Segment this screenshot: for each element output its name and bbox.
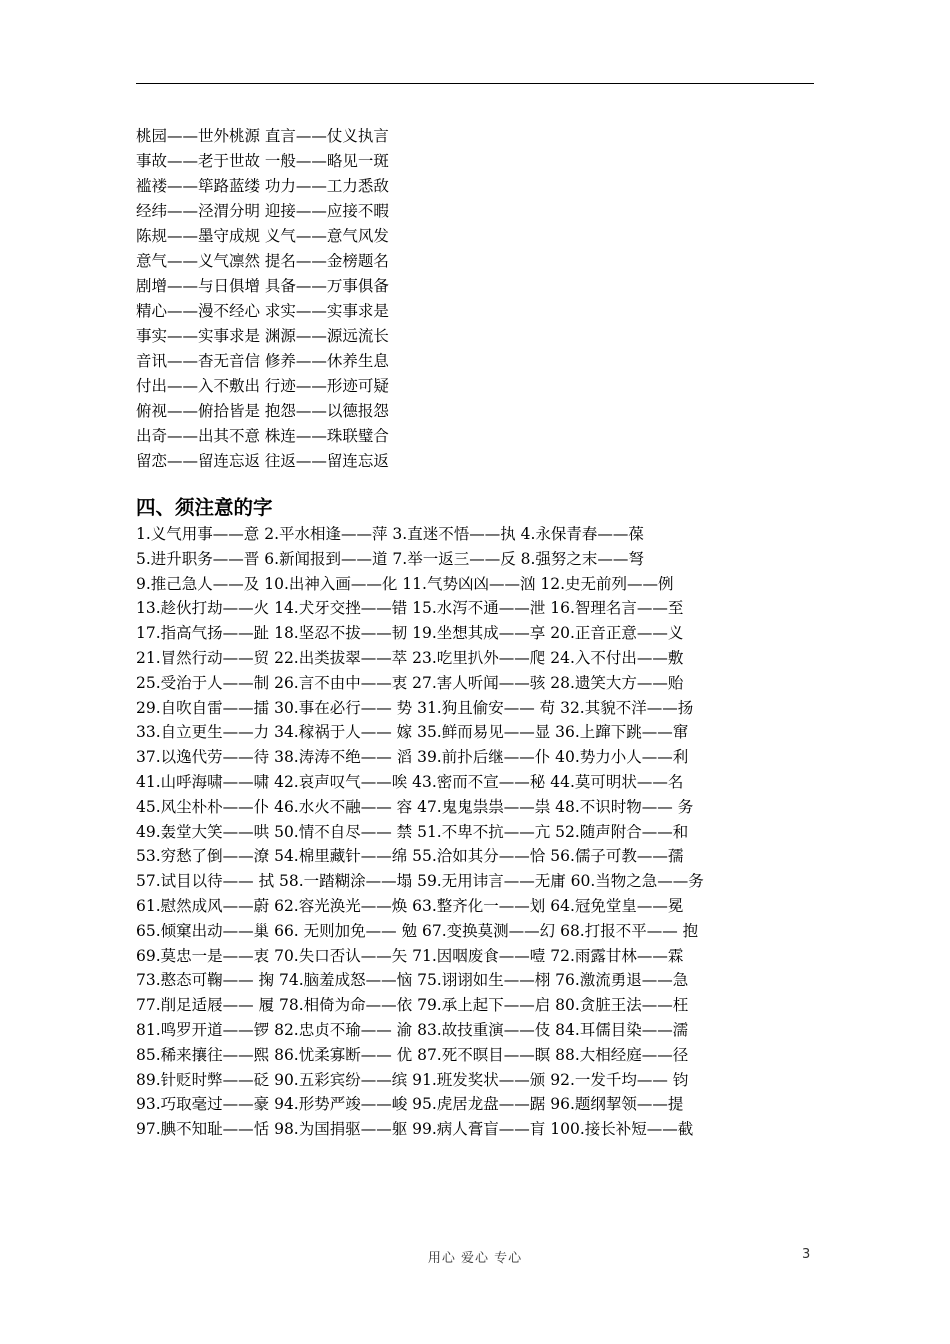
word-pair-line: 事故——老于世故 一般——略见一斑 xyxy=(136,152,389,170)
page-number: 3 xyxy=(802,1247,811,1262)
character-correction-line: 1.义气用事——意 2.平水相逢——萍 3.直迷不悟——执 4.永保青春——葆 xyxy=(136,525,644,543)
character-correction-line: 69.莫忠一是——衷 70.失口否认——矢 71.因咽废食——噎 72.雨露甘林——霖 xyxy=(136,946,684,965)
word-pair-line: 意气——义气凛然 提名——金榜题名 xyxy=(136,252,389,270)
footer-motto: 用心 爱心 专心 xyxy=(427,1251,523,1266)
section-heading: 四、须注意的字 xyxy=(136,496,273,519)
character-correction-line: 49.轰堂大笑——哄 50.情不自尽—— 禁 51.不卑不抗——亢 52.随声附合——和 xyxy=(136,822,689,841)
word-pair-line: 陈规——墨守成规 义气——意气风发 xyxy=(136,227,389,245)
word-pair-line: 桃园——世外桃源 直言——仗义执言 xyxy=(136,127,389,145)
character-correction-line: 53.穷愁了倒——潦 54.棉里藏针——绵 55.洽如其分——恰 56.儒子可教——孺 xyxy=(136,847,684,866)
word-pair-line: 付出——入不敷出 行迹——形迹可疑 xyxy=(136,377,389,395)
word-pair-line: 剧增——与日俱增 具备——万事俱备 xyxy=(136,277,389,295)
word-pair-line: 事实——实事求是 渊源——源远流长 xyxy=(136,327,389,345)
character-correction-line: 45.风尘朴朴——仆 46.水火不融—— 容 47.鬼鬼祟祟——祟 48.不识时物—— 务 xyxy=(136,797,694,816)
word-pair-line: 褴褛——筚路蓝缕 功力——工力悉敌 xyxy=(136,177,389,195)
header-rule xyxy=(136,83,814,84)
character-correction-line: 61.慰然成风——蔚 62.容光涣光——焕 63.整齐化一——划 64.冠免堂皇——冕 xyxy=(136,896,684,915)
character-correction-line: 77.削足适屐—— 履 78.相倚为命——依 79.承上起下——启 80.贪脏王法——枉 xyxy=(136,996,689,1015)
character-correction-line: 33.自立更生——力 34.稼祸于人—— 嫁 35.鲜而易见——显 36.上蹿下跳——窜 xyxy=(136,723,689,742)
character-correction-line: 9.推己急人——及 10.出神入画——化 11.气势凶凶——汹 12.史无前列——例 xyxy=(136,574,674,593)
character-correction-line: 13.趁伙打劫——火 14.犬牙交挫——错 15.水泻不通——泄 16.智理名言——至 xyxy=(136,599,684,618)
character-correction-line: 73.憨态可鞠—— 掬 74.脑羞成怒——恼 75.诩诩如生——栩 76.激流勇退——急 xyxy=(136,971,689,990)
character-correction-line: 17.指高气扬——趾 18.坚忍不拔——韧 19.坐想其成——享 20.正音正意——义 xyxy=(136,624,684,643)
word-pair-line: 经纬——泾渭分明 迎接——应接不暇 xyxy=(136,202,389,220)
character-correction-line: 65.倾窠出动——巢 66. 无则加免—— 勉 67.变换莫测——幻 68.打报不平—— 抱 xyxy=(136,921,699,940)
character-correction-line: 37.以逸代劳——待 38.涛涛不绝—— 滔 39.前扑后继——仆 40.势力小人——利 xyxy=(136,748,689,767)
word-pair-line: 俯视——俯拾皆是 抱怨——以德报怨 xyxy=(136,402,389,420)
character-correction-line: 93.巧取毫过——豪 94.形势严竣——峻 95.虎居龙盘——踞 96.题纲挈领——提 xyxy=(136,1095,684,1114)
character-correction-line: 57.试目以待—— 拭 58.一踏糊涂——塌 59.无用讳言——无庸 60.当物之急——务 xyxy=(136,872,704,891)
character-correction-line: 25.受治于人——制 26.言不由中——衷 27.害人听闻——骇 28.遗笑大方——贻 xyxy=(136,673,684,692)
word-pair-line: 音讯——杳无音信 修养——休养生息 xyxy=(136,352,389,370)
character-correction-line: 21.冒然行动——贸 22.出类拔翠——萃 23.吃里扒外——爬 24.入不付出——敷 xyxy=(136,648,684,667)
word-pair-line: 留恋——留连忘返 往返——留连忘返 xyxy=(136,452,389,470)
character-correction-line: 97.腆不知耻——恬 98.为国捐驱——躯 99.病人膏盲——肓 100.接长补短——截 xyxy=(136,1120,694,1139)
word-pair-line: 出奇——出其不意 株连——珠联璧合 xyxy=(136,427,389,445)
character-correction-line: 85.稀来攘往——熙 86.忧柔寡断—— 优 87.死不暝目——瞑 88.大相经庭——径 xyxy=(136,1045,689,1064)
word-pair-list xyxy=(136,124,814,474)
character-correction-line: 29.自吹自雷——擂 30.事在必行—— 势 31.狗且偷安—— 苟 32.其貌不洋——扬 xyxy=(136,698,694,717)
character-correction-line: 89.针贬时弊——砭 90.五彩宾纷——缤 91.班发奖状——颁 92.一发千均—— 钧 xyxy=(136,1070,689,1089)
character-correction-line: 41.山呼海啸——啸 42.哀声叹气——唉 43.密而不宣——秘 44.莫可明状——名 xyxy=(136,772,684,791)
character-correction-line: 5.进升职务——晋 6.新闻报到——道 7.举一返三——反 8.强努之末——弩 xyxy=(136,549,644,568)
word-pair-line: 精心——漫不经心 求实——实事求是 xyxy=(136,302,389,320)
character-correction-list xyxy=(136,522,816,1142)
character-correction-line: 81.鸣罗开道——锣 82.忠贞不瑜—— 渝 83.故技重演——伎 84.耳儒目染——濡 xyxy=(136,1020,689,1039)
